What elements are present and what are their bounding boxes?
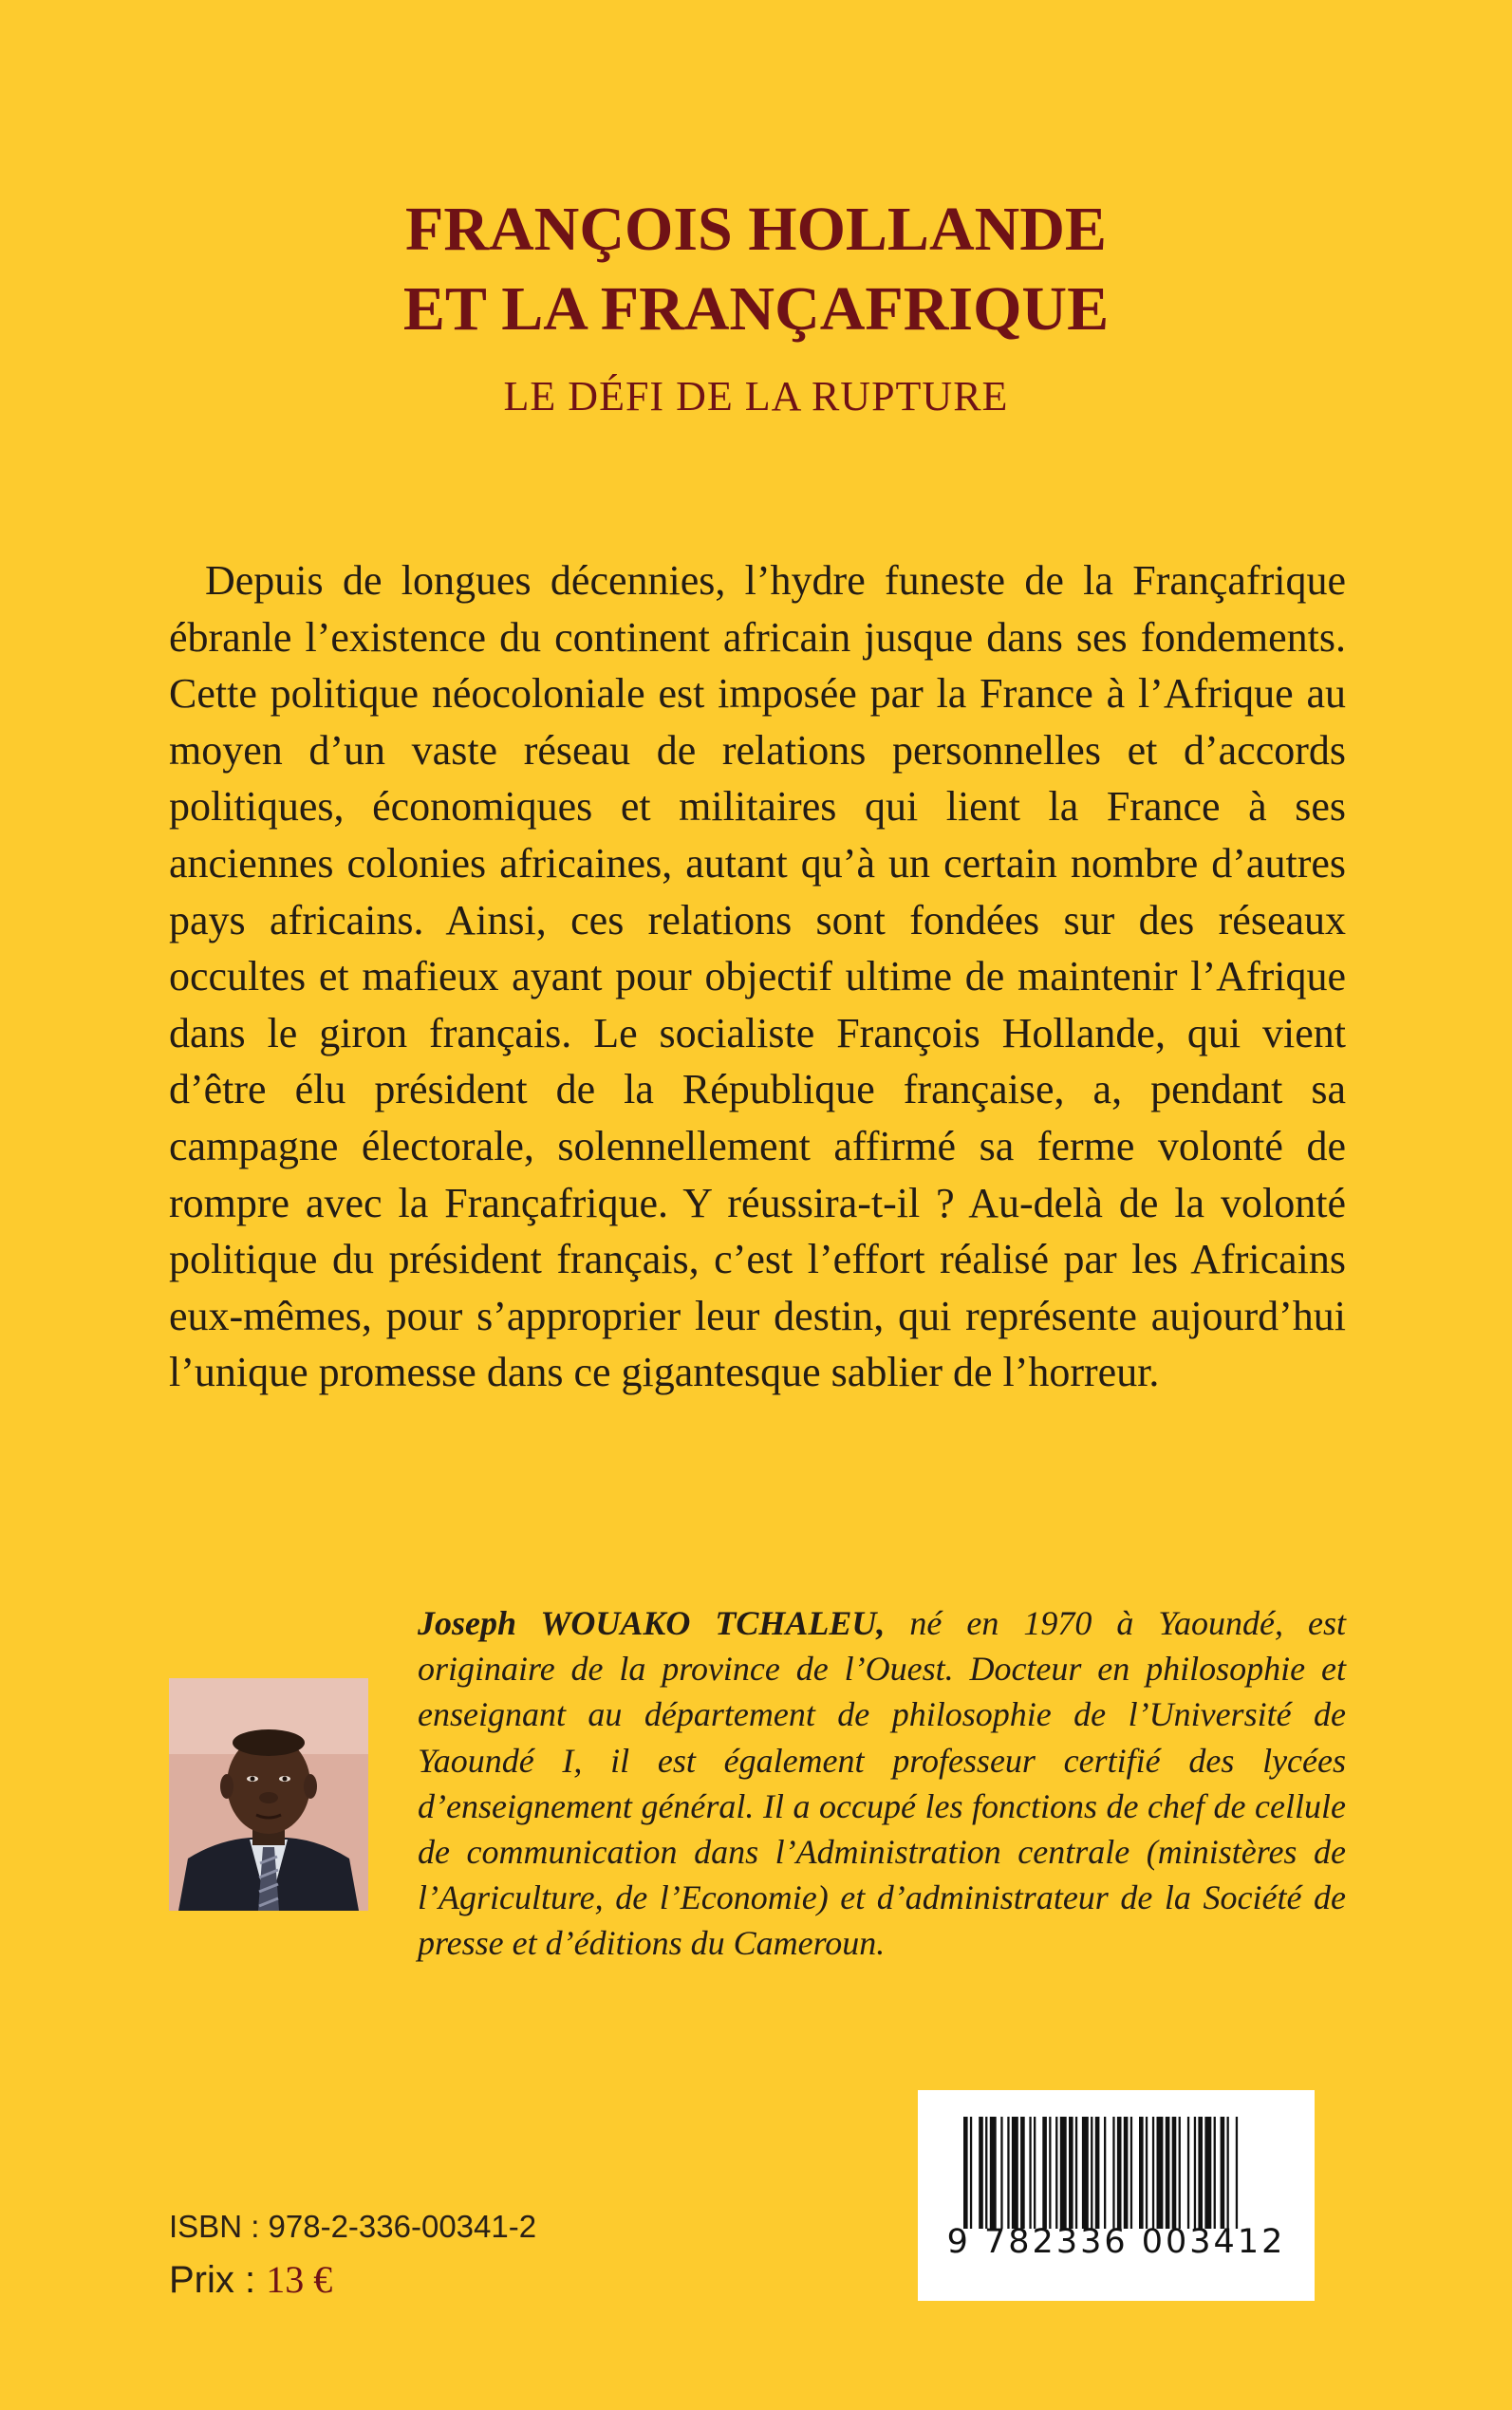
author-photo bbox=[169, 1678, 368, 1911]
barcode-bar bbox=[1152, 2117, 1154, 2229]
price-label: Prix : bbox=[169, 2259, 267, 2301]
barcode-bar bbox=[1166, 2117, 1170, 2229]
barcode-bar bbox=[1194, 2117, 1196, 2229]
barcode-bar bbox=[985, 2117, 987, 2229]
barcode-bar bbox=[1069, 2117, 1073, 2229]
barcode-bar bbox=[1130, 2117, 1132, 2229]
barcode-bar bbox=[1146, 2117, 1148, 2229]
barcode bbox=[918, 2090, 1315, 2301]
barcode-bar bbox=[1117, 2117, 1122, 2229]
barcode-bar bbox=[1060, 2117, 1067, 2229]
barcode-bar bbox=[970, 2117, 972, 2229]
barcode-bar bbox=[1157, 2117, 1164, 2229]
barcode-bar bbox=[1214, 2117, 1216, 2229]
barcode-bar bbox=[1029, 2117, 1031, 2229]
barcode-bar bbox=[963, 2117, 968, 2229]
barcode-bar bbox=[1139, 2117, 1144, 2229]
barcode-bar bbox=[1082, 2117, 1089, 2229]
barcode-bar bbox=[1012, 2117, 1018, 2229]
book-subtitle: LE DÉFI DE LA RUPTURE bbox=[503, 373, 1009, 420]
barcode-bar bbox=[1104, 2117, 1106, 2229]
barcode-bar bbox=[990, 2117, 997, 2229]
barcode-bar bbox=[1236, 2117, 1238, 2229]
price bbox=[169, 2257, 332, 2302]
barcode-bar bbox=[979, 2117, 983, 2229]
barcode-bar bbox=[1187, 2117, 1189, 2229]
barcode-bar bbox=[1221, 2117, 1225, 2229]
barcode-bar bbox=[1020, 2117, 1025, 2229]
barcode-bar bbox=[1172, 2117, 1177, 2229]
barcode-bar bbox=[1179, 2117, 1181, 2229]
author-name: Joseph WOUAKO TCHALEU, bbox=[418, 1604, 886, 1642]
barcode-bar bbox=[1034, 2117, 1036, 2229]
barcode-bar bbox=[1049, 2117, 1051, 2229]
barcode-bar bbox=[1091, 2117, 1092, 2229]
barcode-bar bbox=[1112, 2117, 1114, 2229]
price-value: 13 € bbox=[266, 2258, 333, 2301]
barcode-bar bbox=[1055, 2117, 1057, 2229]
book-title-line-2: ET LA FRANÇAFRIQUE bbox=[402, 274, 1110, 344]
barcode-bar bbox=[1095, 2117, 1100, 2229]
author-portrait-image bbox=[169, 1678, 368, 1911]
book-title bbox=[0, 190, 1512, 349]
barcode-bar bbox=[1227, 2117, 1229, 2229]
book-title-line-1: FRANÇOIS HOLLANDE bbox=[405, 195, 1107, 264]
barcode-bar bbox=[1007, 2117, 1009, 2229]
blurb-text: Depuis de longues décennies, l’hydre funeste de la Françafrique ébranle l’existence du continent africain jusque dans ses fondements. Cette politique néocoloniale est imposée par la France à l’Afrique au moyen d’un vaste réseau de relations personnelles et d’accords politiques, économiques et militaires qui lient la France à ses anciennes colonies africaines, autant qu’à un certain nombre d’autres pays africains. Ainsi, ces relations sont fondées sur des réseaux occultes et mafieux ayant pour objectif ultime de maintenir l’Afrique dans le giron français. Le socialiste François Hollande, qui vient d’être élu président de la République française, a, pendant sa campagne électorale, solennellement affirmé sa ferme volonté de rompre avec la Françafrique. Y réussira-t-il ? Au-delà de la volonté politique du président français, c’est l’effort réalisé par les Africains eux-mêmes, pour s’approprier leur destin, qui représente aujourd’hui l’unique promesse dans ce gigantesque sablier de l’horreur. bbox=[169, 557, 1346, 1396]
barcode-bar bbox=[1042, 2117, 1047, 2229]
isbn: ISBN : 978-2-336-00341-2 bbox=[169, 2209, 537, 2244]
barcode-bar bbox=[1075, 2117, 1077, 2229]
barcode-bar bbox=[1204, 2117, 1211, 2229]
author-bio-text: né en 1970 à Yaoundé, est originaire de la province de l’Ouest. Docteur en philosophie et enseignant au département de philosophie de l’Université de Yaoundé I, il est également professeur certifié des lycées d’enseignement général. Il a occupé les fonctions de chef de cellule de communication dans l’Administration centrale (ministères de l’Agriculture, de l’Economie) et d’administrateur de la Société de presse et d’éditions du Cameroun. bbox=[418, 1604, 1346, 1963]
author-bio bbox=[418, 1600, 1346, 1967]
barcode-bar bbox=[1198, 2117, 1203, 2229]
barcode-bars bbox=[918, 2090, 1315, 2301]
barcode-bar bbox=[1124, 2117, 1129, 2229]
barcode-digits: 9 782336 003412 bbox=[946, 2223, 1286, 2261]
barcode-bar bbox=[1000, 2117, 1002, 2229]
